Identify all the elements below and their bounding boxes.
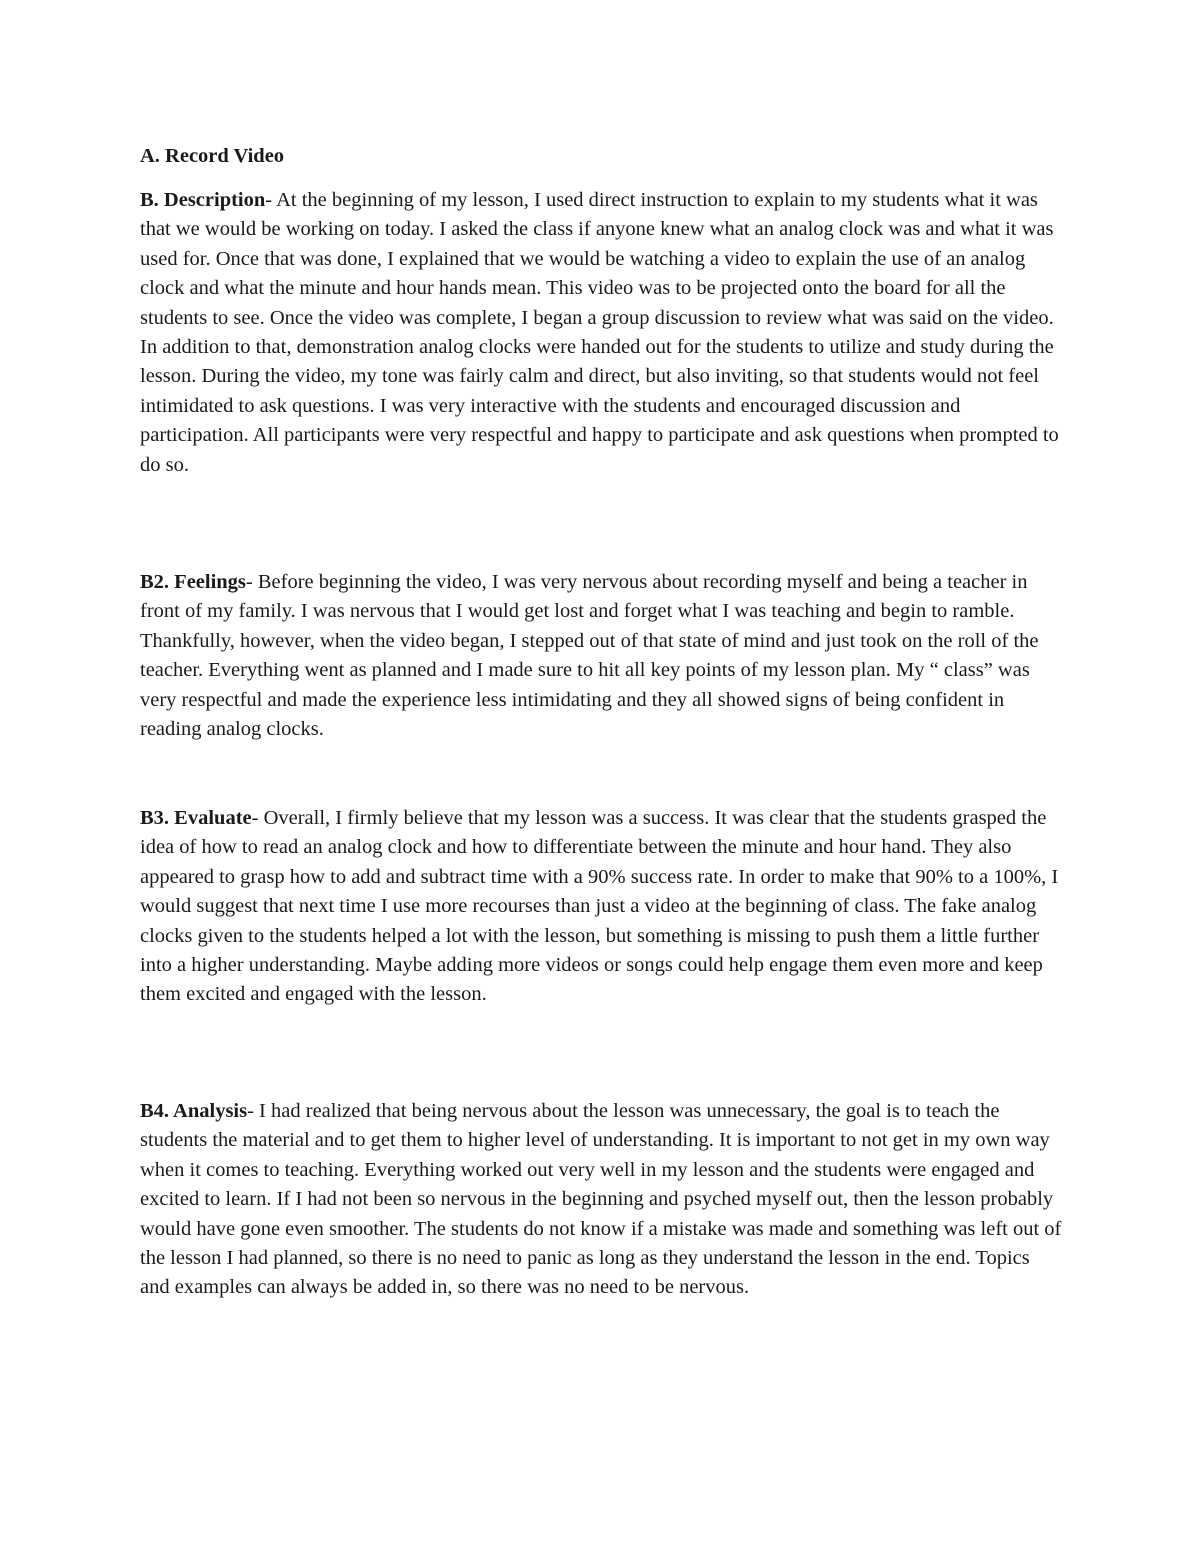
section-body-description: - At the beginning of my lesson, I used direct instruction to explain to my students what it was that we would be working on today. I asked the class if anyone knew what an analog clock was and what it was used for. Once that was done, I explained that we would be watching a video to explain the use of an analog clock and what the minute and hour hands mean. This video was to be projected onto the board for all the students to see. Once the video was complete, I began a group discussion to review what was said on the video. In addition to that, demonstration analog clocks were handed out for the students to utilize and study during the lesson. During the video, my tone was fairly calm and direct, but also inviting, so that students would not feel intimidated to ask questions. I was very interactive with the students and encouraged discussion and participation. All participants were very respectful and happy to participate and ask questions when prompted to do so. [140, 189, 1059, 476]
heading-record-video: A. Record Video [140, 145, 285, 167]
section-feelings [140, 568, 1062, 744]
section-body-feelings: - Before beginning the video, I was very nervous about recording myself and being a teacher in front of my family. I was nervous that I would get lost and forget what I was teaching and begin to ramble. Thankfully, however, when the video began, I stepped out of that state of mind and just took on the roll of the teacher. Everything went as planned and I made sure to hit all key points of my lesson plan. My “ class” was very respectful and made the experience less intimidating and they all showed signs of being confident in reading analog clocks. [140, 571, 1039, 741]
section-label-evaluate: B3. Evaluate [140, 807, 252, 829]
section-label-feelings: B2. Feelings [140, 571, 246, 593]
section-analysis [140, 1097, 1062, 1303]
section-label-description: B. Description [140, 189, 266, 211]
section-description [140, 186, 1062, 480]
section-label-analysis: B4. Analysis [140, 1100, 248, 1122]
section-evaluate [140, 804, 1062, 1010]
section-body-evaluate: - Overall, I firmly believe that my lesson was a success. It was clear that the students grasped the idea of how to read an analog clock and how to differentiate between the minute and hour hand. They also appeared to grasp how to add and subtract time with a 90% success rate. In order to make that 90% to a 100%, I would suggest that next time I use more recourses than just a video at the beginning of class. The fake analog clocks given to the students helped a lot with the lesson, but something is missing to push them a little further into a higher understanding. Maybe adding more videos or songs could help engage them even more and keep them excited and engaged with the lesson. [140, 807, 1059, 1006]
section-body-analysis: - I had realized that being nervous about the lesson was unnecessary, the goal is to teach the students the material and to get them to higher level of understanding. It is important to not get in my own way when it comes to teaching. Everything worked out very well in my lesson and the students were engaged and excited to learn. If I had not been so nervous in the beginning and psyched myself out, then the lesson probably would have gone even smoother. The students do not know if a mistake was made and something was left out of the lesson I had planned, so there is no need to panic as long as they understand the lesson in the end. Topics and examples can always be added in, so there was no need to be nervous. [140, 1100, 1062, 1299]
